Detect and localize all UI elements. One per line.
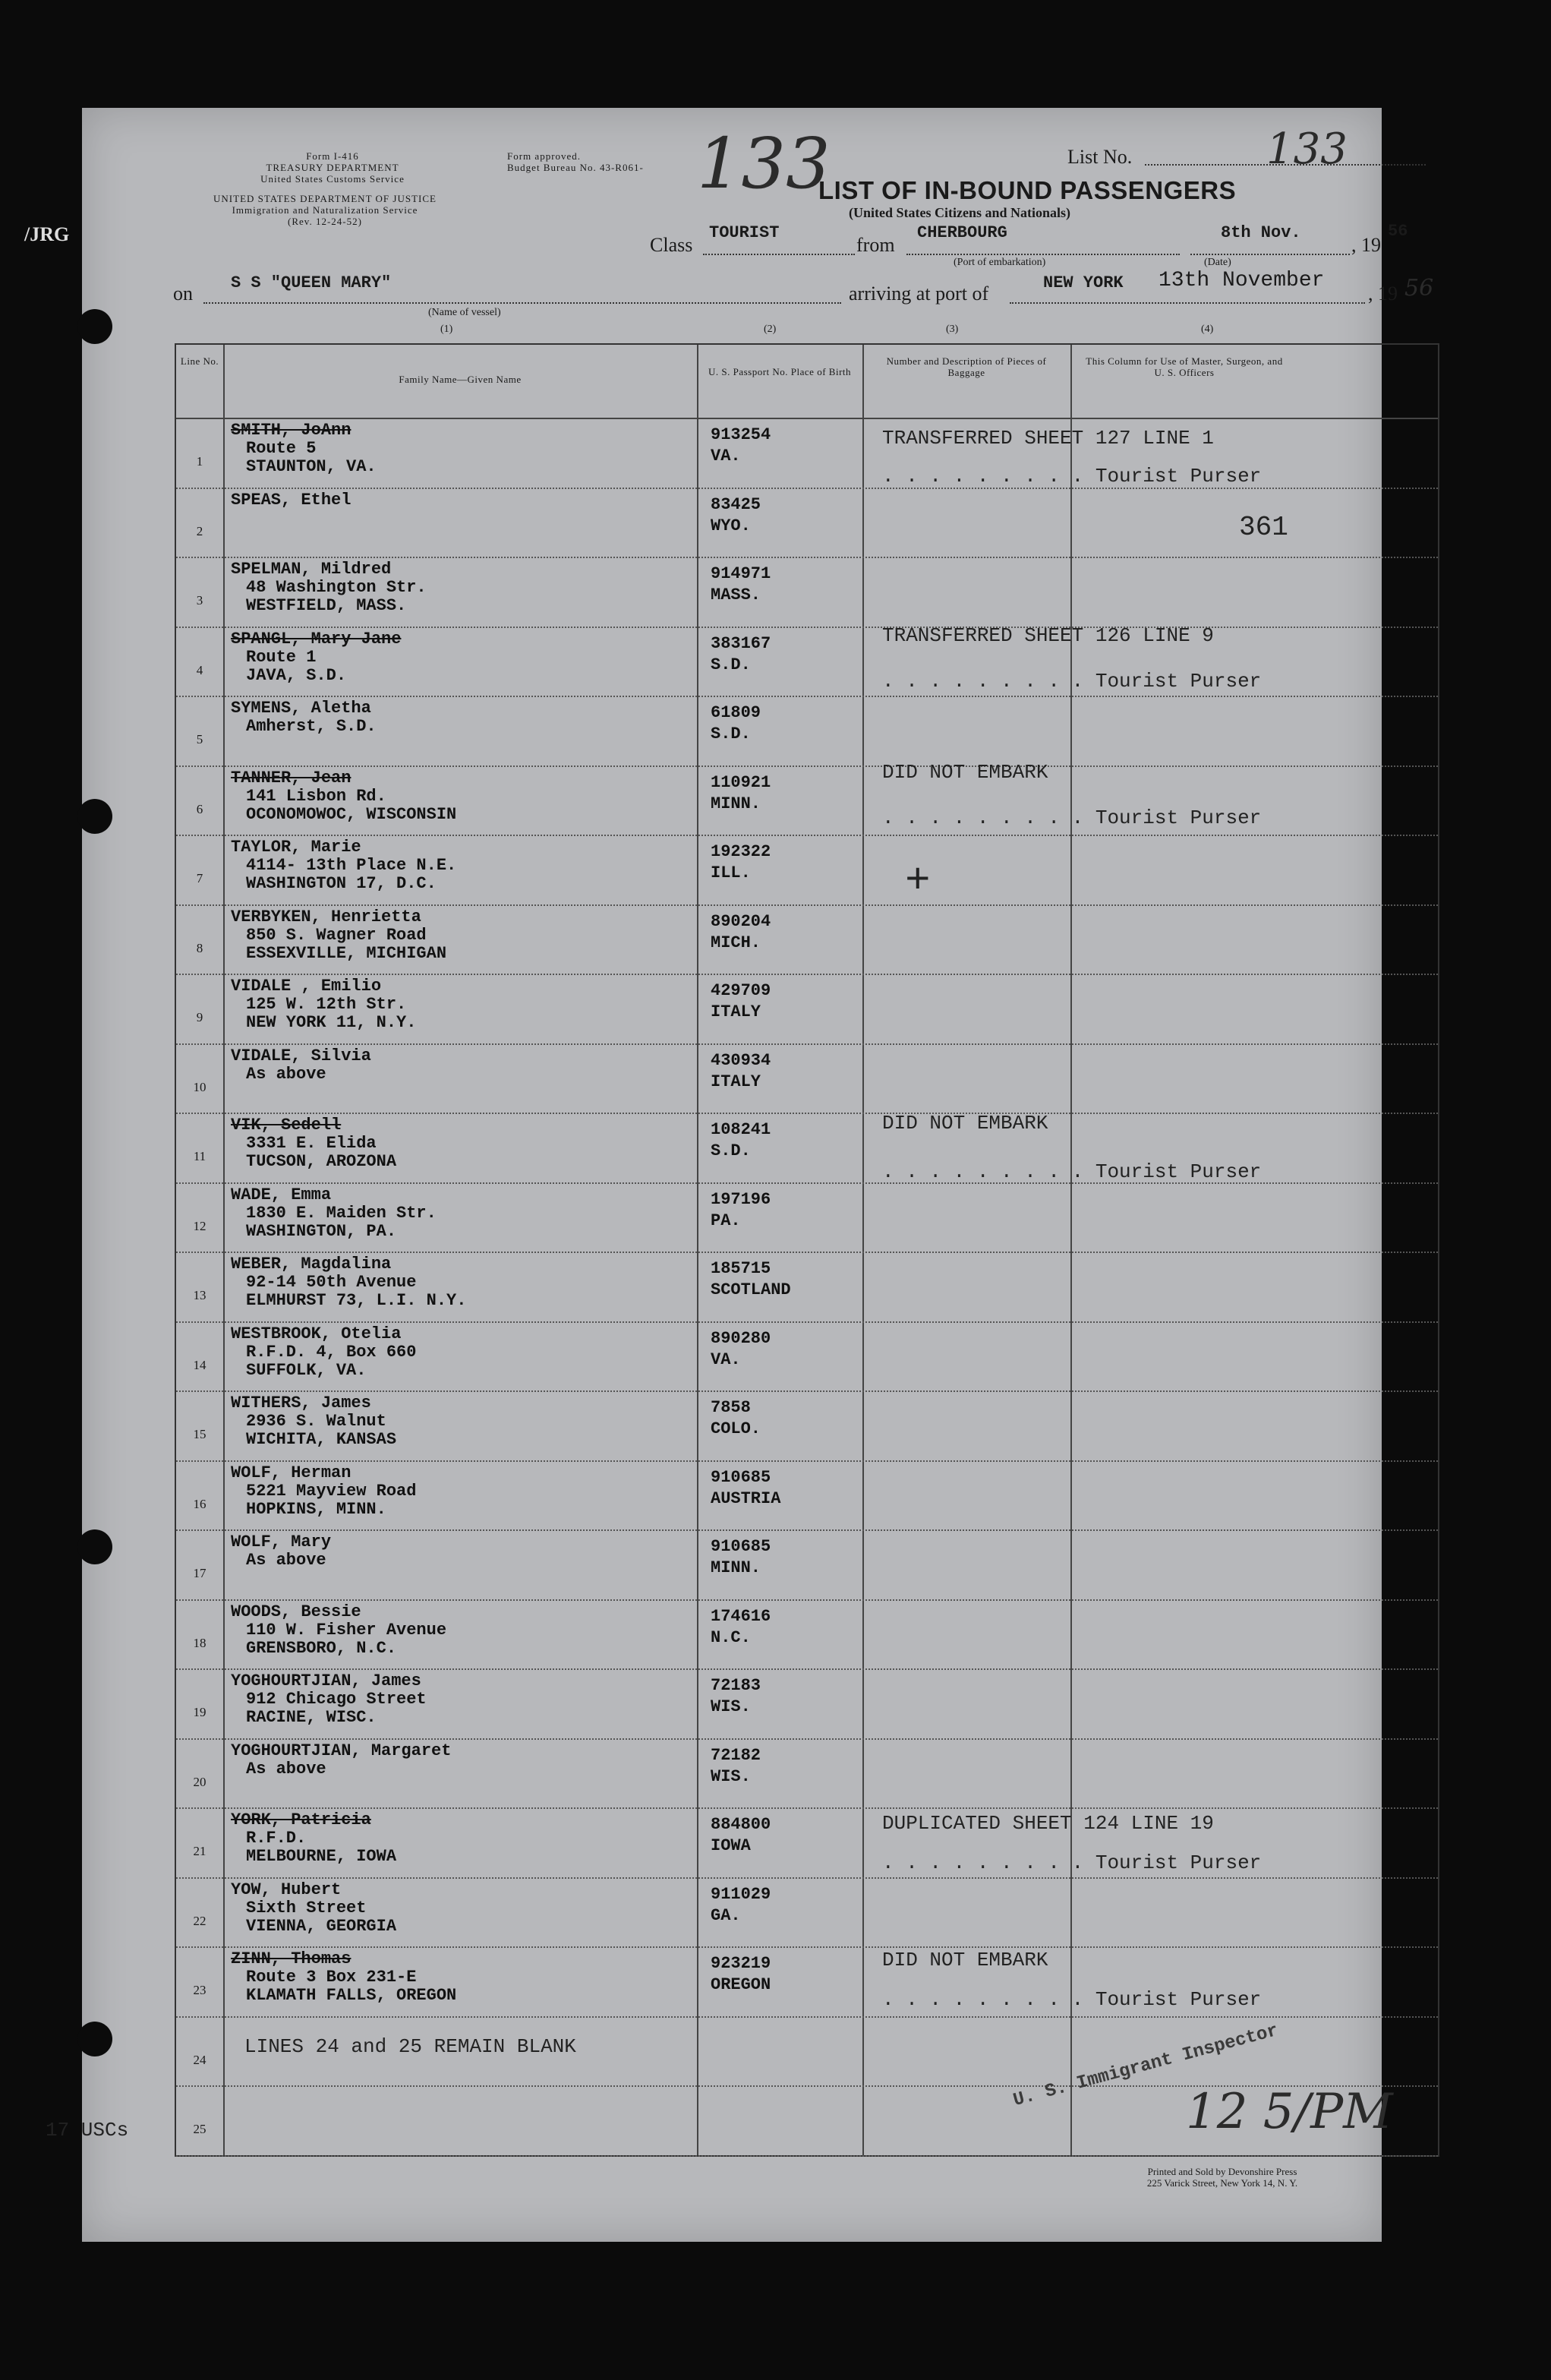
inspection-time: 12 5/PM: [1186, 2084, 1393, 2140]
passport-number: 890280: [711, 1328, 771, 1348]
place-of-birth: ILL.: [711, 863, 751, 882]
passenger-address-2: OCONOMOWOC, WISCONSIN: [246, 804, 457, 824]
note-line-11: DID NOT EMBARK: [882, 1112, 1048, 1135]
passenger-address-1: 141 Lisbon Rd.: [246, 786, 386, 806]
passenger-address-1: 4114- 13th Place N.E.: [246, 856, 457, 875]
col-num-4: (4): [1201, 324, 1214, 335]
passport-number: 185715: [711, 1259, 771, 1278]
note-line-21: DUPLICATED SHEET 124 LINE 19: [882, 1812, 1214, 1835]
printer-line-1: Printed and Sold by Devonshire Press: [1147, 2166, 1297, 2177]
place-of-birth: WYO.: [711, 516, 751, 535]
from-label: from: [856, 234, 895, 256]
passport-number: 110921: [711, 772, 771, 792]
embark-port-value: CHERBOURG: [917, 223, 1007, 242]
passenger-address-2: SUFFOLK, VA.: [246, 1360, 367, 1380]
place-of-birth: MINN.: [711, 1558, 761, 1577]
passport-number: 913254: [711, 425, 771, 444]
col-num-2: (2): [764, 324, 777, 335]
row-divider: [176, 1460, 1438, 1462]
immigration-service: Immigration and Naturalization Service: [232, 204, 418, 216]
passenger-address-2: VIENNA, GEORGIA: [246, 1916, 397, 1936]
form-id: Form I-416: [306, 150, 359, 162]
line-number: 12: [193, 1218, 206, 1233]
row-divider: [176, 1390, 1438, 1392]
arrival-line: [1010, 302, 1365, 304]
passenger-name: SPELMAN, Mildred: [231, 560, 392, 579]
row-divider: [176, 1807, 1438, 1809]
arriving-label: arriving at port of: [849, 283, 989, 305]
vessel-caption: (Name of vessel): [428, 307, 501, 318]
passenger-name: WESTBROOK, Otelia: [231, 1324, 402, 1343]
passenger-name: WITHERS, James: [231, 1394, 371, 1413]
treasury-dept: TREASURY DEPARTMENT: [266, 162, 399, 173]
row-divider: [176, 2155, 1438, 2157]
row-divider: [176, 765, 1438, 767]
passenger-address-2: NEW YORK 11, N.Y.: [246, 1013, 417, 1032]
passenger-address-2: WASHINGTON 17, D.C.: [246, 874, 437, 893]
passport-number: 61809: [711, 703, 761, 722]
place-of-birth: ITALY: [711, 1072, 761, 1091]
passenger-address-2: HOPKINS, MINN.: [246, 1499, 386, 1519]
passenger-address-1: Route 3 Box 231-E: [246, 1968, 417, 1987]
place-of-birth: GA.: [711, 1905, 741, 1925]
passenger-name: SPEAS, Ethel: [231, 490, 351, 510]
passenger-name: YOGHOURTJIAN, James: [231, 1671, 421, 1690]
passport-number: 910685: [711, 1467, 771, 1487]
purser-signoff: . . . . . . . . . Tourist Purser: [882, 806, 1262, 829]
passport-number: 884800: [711, 1815, 771, 1834]
passenger-address-2: KLAMATH FALLS, OREGON: [246, 1986, 457, 2005]
row-divider: [176, 1113, 1438, 1114]
line-number: 16: [193, 1496, 206, 1511]
passenger-address-1: 92-14 50th Avenue: [246, 1273, 417, 1292]
passenger-name: WOLF, Herman: [231, 1463, 351, 1482]
list-no-value: 133: [1266, 125, 1348, 174]
line-number: 19: [193, 1705, 206, 1719]
vessel-name: S S "QUEEN MARY": [231, 273, 392, 292]
note-line-4: TRANSFERRED SHEET 126 LINE 9: [882, 624, 1214, 647]
on-label: on: [173, 283, 193, 305]
passenger-address-1: 912 Chicago Street: [246, 1690, 427, 1709]
embark-date-value: 8th Nov.: [1221, 223, 1301, 242]
passport-number: 197196: [711, 1189, 771, 1209]
row-divider: [176, 1321, 1438, 1323]
line-number: 7: [196, 871, 203, 885]
line-number: 9: [196, 1010, 203, 1024]
justice-block: [173, 193, 477, 227]
place-of-birth: MINN.: [711, 794, 761, 813]
passenger-address-2: RACINE, WISC.: [246, 1708, 377, 1727]
note-line-7: +: [905, 857, 931, 905]
passenger-address-1: 125 W. 12th Str.: [246, 995, 407, 1014]
place-of-birth: S.D.: [711, 655, 751, 674]
line-number: 17: [193, 1566, 206, 1580]
passport-number: 72183: [711, 1676, 761, 1695]
passport-number: 72182: [711, 1745, 761, 1765]
passport-number: 911029: [711, 1884, 771, 1904]
printer-line-2: 225 Varick Street, New York 14, N. Y.: [1146, 2177, 1298, 2189]
row-divider: [176, 974, 1438, 975]
line-number: 22: [193, 1913, 206, 1928]
printer-credit: [1078, 2166, 1367, 2189]
passenger-address-2: ESSEXVILLE, MICHIGAN: [246, 943, 447, 963]
row-divider: [176, 1877, 1438, 1879]
passenger-address-1: As above: [246, 1551, 326, 1570]
punch-hole: [77, 799, 112, 834]
place-of-birth: S.D.: [711, 1141, 751, 1160]
punch-hole: [77, 1529, 112, 1564]
customs-service: United States Customs Service: [260, 173, 405, 185]
arrival-year: 56: [1404, 275, 1434, 301]
line-number: 1: [196, 454, 203, 469]
arrival-port: NEW YORK: [1043, 273, 1124, 292]
row-divider: [176, 1529, 1438, 1531]
place-of-birth: PA.: [711, 1211, 741, 1230]
passenger-address-1: R.F.D. 4, Box 660: [246, 1342, 417, 1362]
class-label: Class: [650, 234, 693, 256]
place-of-birth: WIS.: [711, 1766, 751, 1786]
purser-signoff: . . . . . . . . . Tourist Purser: [882, 1988, 1262, 2011]
year-prefix: , 19: [1351, 234, 1381, 256]
line-number: 15: [193, 1427, 206, 1441]
date-line: [1190, 254, 1350, 255]
blank-lines-note: LINES 24 and 25 REMAIN BLANK: [244, 2035, 576, 2058]
passport-number: 923219: [711, 1954, 771, 1973]
passenger-name: WEBER, Magdalina: [231, 1255, 392, 1274]
passport-number: 429709: [711, 981, 771, 1000]
line-number: 5: [196, 732, 203, 747]
row-divider: [176, 627, 1438, 628]
class-value: TOURIST: [709, 223, 780, 242]
handwritten-sheet-number: 133: [697, 123, 831, 204]
row-divider: [176, 1946, 1438, 1948]
place-of-birth: VA.: [711, 1349, 741, 1369]
passenger-name: WOLF, Mary: [231, 1532, 332, 1551]
line-number: 4: [196, 662, 203, 677]
row-divider: [176, 2016, 1438, 2018]
passenger-name: TANNER, Jean: [231, 768, 351, 788]
passenger-address-1: As above: [246, 1759, 326, 1779]
passenger-address-2: GRENSBORO, N.C.: [246, 1638, 397, 1658]
row-divider: [176, 1252, 1438, 1253]
place-of-birth: ITALY: [711, 1002, 761, 1021]
place-of-birth: WIS.: [711, 1697, 751, 1716]
class-line: [703, 254, 855, 255]
vessel-line: [203, 302, 841, 304]
passport-number: 108241: [711, 1120, 771, 1139]
line-number: 6: [196, 801, 203, 816]
passport-number: 7858: [711, 1398, 751, 1417]
col-num-3: (3): [946, 324, 959, 335]
budget-bureau: Budget Bureau No. 43-R061-: [507, 162, 644, 173]
note-line-1: TRANSFERRED SHEET 127 LINE 1: [882, 427, 1214, 450]
line-number: 18: [193, 1635, 206, 1650]
col-header-name: Family Name—Given Name: [399, 374, 522, 385]
row-divider: [176, 835, 1438, 836]
form-approved: Form approved.: [507, 150, 582, 162]
line-number: 3: [196, 593, 203, 608]
passenger-address-2: TUCSON, AROZONA: [246, 1152, 397, 1171]
passport-number: 430934: [711, 1050, 771, 1070]
passenger-name: SMITH, JoAnn: [231, 421, 351, 440]
row-divider: [176, 1599, 1438, 1601]
row-divider: [176, 696, 1438, 697]
col-divider: [1070, 345, 1072, 2155]
passenger-address-1: Amherst, S.D.: [246, 717, 377, 736]
line-number: 10: [193, 1079, 206, 1094]
passenger-name: VIK, Sedell: [231, 1116, 342, 1135]
passport-number: 83425: [711, 494, 761, 514]
passenger-name: VERBYKEN, Henrietta: [231, 907, 421, 926]
date-caption: (Date): [1204, 257, 1231, 268]
passenger-name: ZINN, Thomas: [231, 1949, 351, 1968]
row-divider: [176, 1738, 1438, 1740]
line-number: 20: [193, 1774, 206, 1789]
passenger-address-1: 1830 E. Maiden Str.: [246, 1203, 437, 1223]
note-line-2: 361: [1239, 512, 1288, 543]
place-of-birth: SCOTLAND: [711, 1280, 791, 1299]
passenger-address-1: 48 Washington Str.: [246, 578, 427, 597]
passenger-name: YOGHOURTJIAN, Margaret: [231, 1741, 452, 1760]
passenger-name: WOODS, Bessie: [231, 1602, 361, 1621]
col-divider: [862, 345, 864, 2155]
justice-dept: UNITED STATES DEPARTMENT OF JUSTICE: [213, 193, 437, 204]
from-line: [906, 254, 1180, 255]
row-divider: [176, 557, 1438, 558]
passenger-name: SPANGL, Mary Jane: [231, 629, 402, 649]
list-no-label: List No.: [1067, 146, 1133, 168]
passenger-name: TAYLOR, Marie: [231, 838, 361, 857]
passenger-address-2: JAVA, S.D.: [246, 665, 347, 685]
passenger-address-1: Sixth Street: [246, 1898, 367, 1918]
col-header-officers: This Column for Use of Master, Surgeon, and U. S. Officers: [1086, 355, 1283, 378]
place-of-birth: MICH.: [711, 933, 761, 952]
line-number: 11: [193, 1149, 206, 1163]
passport-number: 174616: [711, 1606, 771, 1626]
year-prefix-2: , 19: [1368, 283, 1398, 305]
passenger-name: WADE, Emma: [231, 1185, 332, 1204]
place-of-birth: S.D.: [711, 724, 751, 743]
place-of-birth: IOWA: [711, 1836, 751, 1855]
purser-signoff: . . . . . . . . . Tourist Purser: [882, 1160, 1262, 1183]
line-number: 13: [193, 1288, 206, 1302]
line-number: 2: [196, 523, 203, 538]
passport-number: 890204: [711, 911, 771, 931]
passport-number: 383167: [711, 633, 771, 653]
punch-hole: [77, 2022, 112, 2056]
passenger-name: VIDALE , Emilio: [231, 977, 382, 996]
passport-number: 914971: [711, 564, 771, 583]
page-title: LIST OF IN-BOUND PASSENGERS: [818, 176, 1237, 204]
passenger-address-2: STAUNTON, VA.: [246, 457, 377, 476]
purser-signoff: . . . . . . . . . Tourist Purser: [882, 1851, 1262, 1874]
approval-block: [507, 150, 674, 173]
passenger-address-2: WICHITA, KANSAS: [246, 1430, 397, 1449]
form-revision: (Rev. 12-24-52): [288, 216, 362, 227]
passenger-name: SYMENS, Aletha: [231, 699, 371, 718]
place-of-birth: N.C.: [711, 1627, 751, 1647]
line-number: 23: [193, 1983, 206, 1997]
line-number: 14: [193, 1357, 206, 1372]
note-line-23: DID NOT EMBARK: [882, 1949, 1048, 1971]
passenger-address-1: 2936 S. Walnut: [246, 1412, 386, 1431]
passenger-name: VIDALE, Silvia: [231, 1046, 371, 1065]
passport-number: 910685: [711, 1537, 771, 1556]
passenger-address-1: 3331 E. Elida: [246, 1134, 377, 1153]
row-divider: [176, 904, 1438, 906]
uscs-count: 17 USCs: [46, 2119, 129, 2142]
passenger-address-2: WESTFIELD, MASS.: [246, 596, 407, 615]
purser-signoff: . . . . . . . . . Tourist Purser: [882, 670, 1262, 693]
header-divider: [176, 418, 1438, 419]
passenger-name: YORK, Patricia: [231, 1810, 371, 1829]
passenger-address-1: As above: [246, 1064, 326, 1084]
place-of-birth: MASS.: [711, 586, 761, 604]
line-number: 8: [196, 940, 203, 955]
place-of-birth: OREGON: [711, 1975, 771, 1994]
inspector-stamp: U. S. Immigrant Inspector: [1011, 2020, 1281, 2112]
passport-number: 192322: [711, 842, 771, 861]
row-divider: [176, 1043, 1438, 1045]
passenger-table: [175, 343, 1439, 2157]
col-divider: [697, 345, 698, 2155]
port-embark-caption: (Port of embarkation): [954, 257, 1046, 268]
place-of-birth: AUSTRIA: [711, 1488, 781, 1508]
purser-signoff: . . . . . . . . . Tourist Purser: [882, 465, 1262, 488]
passenger-address-2: ELMHURST 73, L.I. N.Y.: [246, 1291, 467, 1310]
row-divider: [176, 1668, 1438, 1670]
passenger-address-1: R.F.D.: [246, 1829, 307, 1848]
passenger-address-2: MELBOURNE, IOWA: [246, 1847, 397, 1866]
col-num-1: (1): [440, 324, 453, 335]
passenger-address-1: 110 W. Fisher Avenue: [246, 1620, 447, 1640]
passenger-address-1: 5221 Mayview Road: [246, 1481, 417, 1501]
punch-hole: [77, 309, 112, 344]
line-number: 24: [193, 2052, 206, 2067]
col-divider: [223, 345, 225, 2155]
col-header-line-no: Line No.: [180, 355, 219, 367]
passenger-name: YOW, Hubert: [231, 1880, 342, 1899]
passenger-address-1: 850 S. Wagner Road: [246, 925, 427, 945]
line-number: 21: [193, 1844, 206, 1858]
passenger-address-1: Route 5: [246, 439, 317, 458]
note-line-6: DID NOT EMBARK: [882, 761, 1048, 784]
passenger-address-2: WASHINGTON, PA.: [246, 1221, 397, 1241]
jrg-mark: /JRG: [24, 223, 70, 245]
place-of-birth: COLO.: [711, 1419, 761, 1438]
col-header-baggage: Number and Description of Pieces of Baggage: [886, 355, 1047, 378]
page-subtitle: (United States Citizens and Nationals): [849, 205, 1071, 220]
form-agency-block: [226, 150, 439, 185]
col-header-passport: U. S. Passport No. Place of Birth: [708, 366, 852, 377]
embark-year: 56: [1388, 222, 1408, 241]
place-of-birth: VA.: [711, 447, 741, 466]
passenger-address-1: Route 1: [246, 647, 317, 667]
arrival-date: 13th November: [1159, 269, 1325, 292]
line-number: 25: [193, 2122, 206, 2136]
